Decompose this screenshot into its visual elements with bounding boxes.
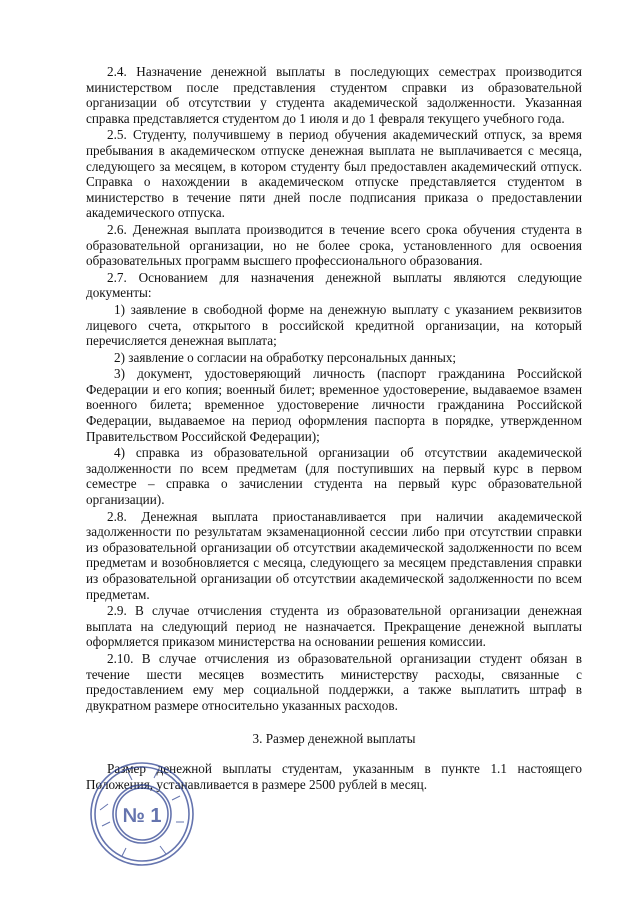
paragraph-2-8: 2.8. Денежная выплата приостанавливается при наличии академической задолженности по результатам экзаменационной сессии либо при отсутствии справки из образовательной организации об отсутствии академической задолженности по всем предметам и возобновляется с месяца, следующего за месяцем представления справки из образовательной организации об отсутствии академической задолженности по всем предметам. (86, 508, 582, 602)
paragraph-2-7: 2.7. Основанием для назначения денежной выплаты являются следующие документы: (86, 269, 582, 301)
document-body (86, 64, 582, 793)
paragraph-3-1: Размер денежной выплаты студентам, указанным в пункте 1.1 настоящего Положения, устанавливается в размере 2500 рублей в месяц. (86, 760, 582, 792)
list-item-1: 1) заявление в свободной форме на денежную выплату с указанием реквизитов лицевого счета, открытого в российской кредитной организации, на который перечисляется денежная выплата; (86, 301, 582, 349)
seal-number: № 1 (122, 805, 162, 827)
paragraph-2-9: 2.9. В случае отчисления студента из образовательной организации денежная выплата на следующий период не назначается. Прекращение денежной выплаты оформляется приказом министерства на основании решения комиссии. (86, 603, 582, 650)
paragraph-2-10: 2.10. В случае отчисления из образовательной организации студент обязан в течение шести месяцев возместить министерству расходы, связанные с предоставлением ему мер социальной поддержки, а также выплатить штраф в двукратном размере относительно указанных расходов. (86, 650, 582, 713)
list-item-3: 3) документ, удостоверяющий личность (паспорт гражданина Российской Федерации и его копия; военный билет; временное удостоверение, выдаваемое взамен военного билета; временное удостоверение личности гражданина Российской Федерации, выдаваемое на период оформления паспорта в порядке, утвержденном Правительством Российской Федерации); (86, 366, 582, 444)
list-item-2: 2) заявление о согласии на обработку персональных данных; (114, 349, 457, 365)
paragraph-2-5: 2.5. Студенту, получившему в период обучения академический отпуск, за время пребывания в академическом отпуске денежная выплата не выплачивается с месяца, следующего за месяцем, в котором студенту был предоставлен академический отпуск. Справка о нахождении в академическом отпуске представляется студентом в министерство в течение пяти дней после подписания приказа о предоставлении академического отпуска. (86, 127, 582, 221)
section-title: 3. Размер денежной выплаты (252, 731, 416, 747)
list-item-4: 4) справка из образовательной организации об отсутствии академической задолженности по всем предметам (для поступивших на первый курс в первом семестре – справка о зачислении студента на первый курс образовательной организации). (86, 445, 582, 508)
paragraph-2-4: 2.4. Назначение денежной выплаты в последующих семестрах производится министерством после представления студентом справки из образовательной организации об отсутствии у студента академической задолженности. Указанная справка представляется студентом до 1 июля и до 1 февраля текущего учебного года. (86, 64, 582, 126)
paragraph-2-6: 2.6. Денежная выплата производится в течение всего срока обучения студента в образовательной организации, но не более срока, установленного для освоения образовательных программ высшего профессионального образования. (86, 221, 582, 269)
